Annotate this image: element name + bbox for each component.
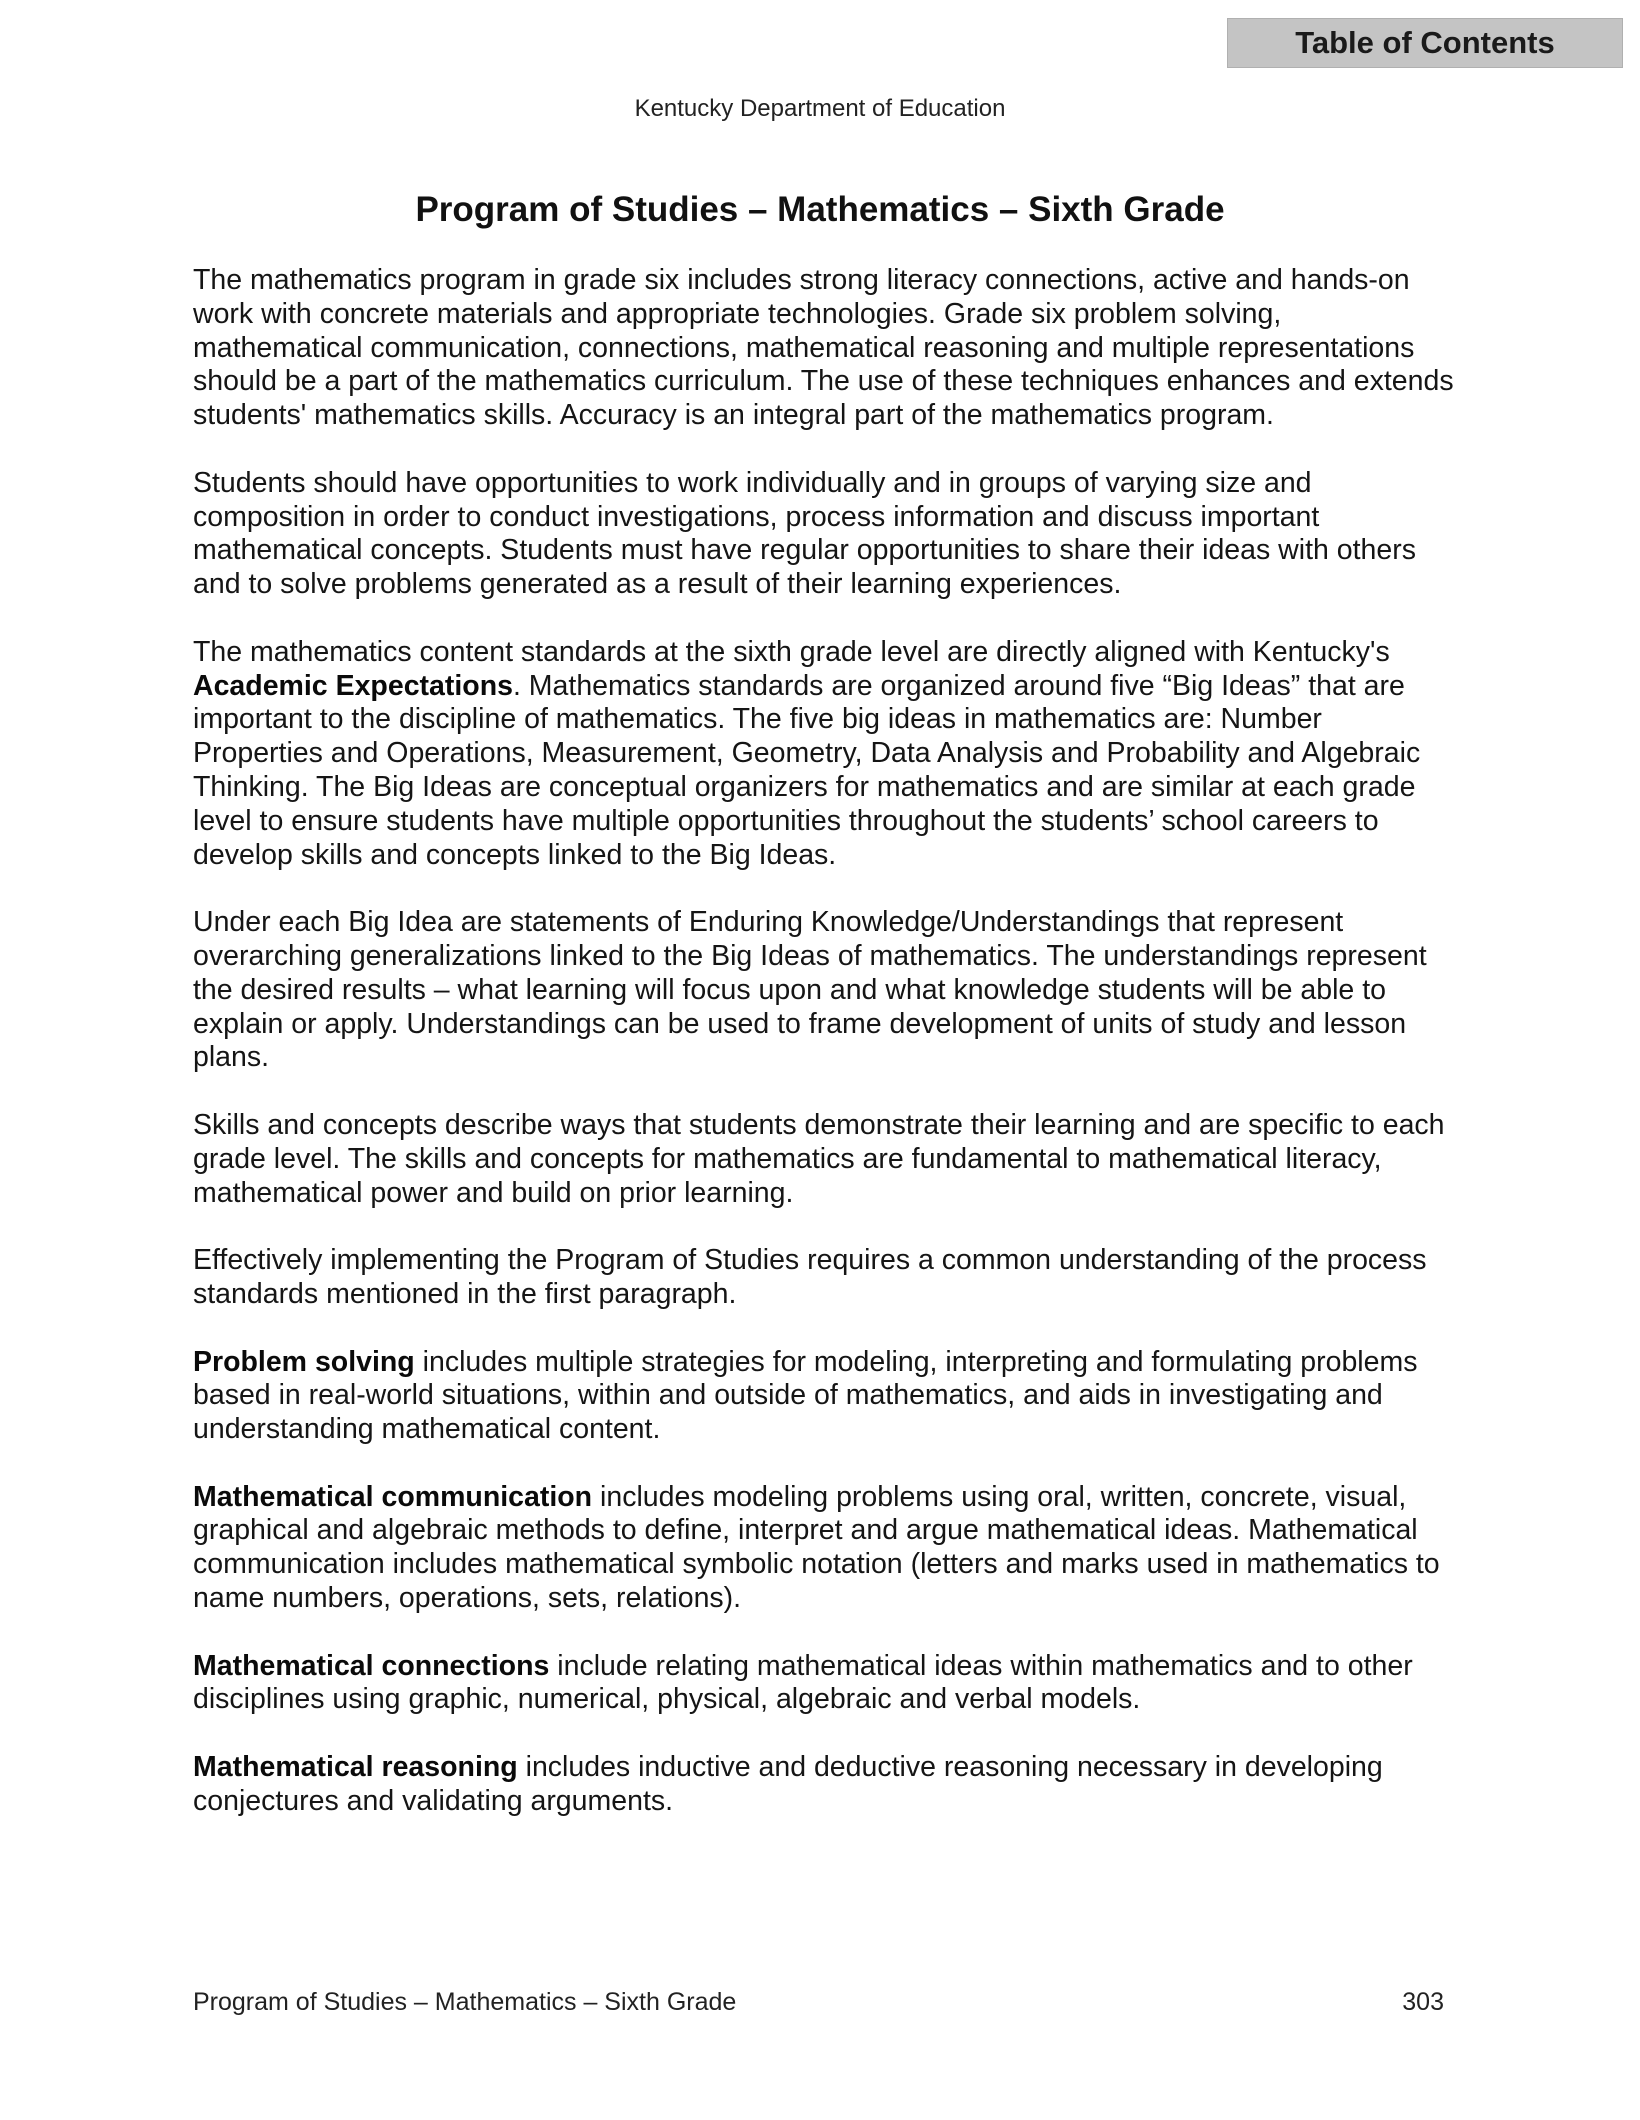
skills-concepts-paragraph: Skills and concepts describe ways that students demonstrate their learning and are specific to each grade level. The skills and concepts for mathematics are fundamental to mathematical literacy, mathematical power and build on prior learning. (193, 1108, 1445, 1209)
table-of-contents-button[interactable]: Table of Contents (1227, 18, 1623, 68)
reasoning-term: Mathematical reasoning (193, 1751, 518, 1784)
connections-definition: include relating mathematical ideas within mathematics and to other disciplines using graphic, numerical, physical, algebraic and verbal models. (193, 1649, 1413, 1716)
footer-title: Program of Studies – Mathematics – Sixth Grade (193, 1988, 737, 2016)
communication-term: Mathematical communication (193, 1480, 593, 1513)
page-number: 303 (1402, 1988, 1444, 2016)
problem-solving-paragraph (193, 1346, 1458, 1447)
content-standards-lead: The mathematics content standards at the sixth grade level are directly aligned with Kentucky's (193, 635, 1390, 668)
enduring-knowledge-paragraph: Under each Big Idea are statements of Enduring Knowledge/Understandings that represent overarching generalizations linked to the Big Ideas of mathematics. The understandings represent the desired results – what learning will focus upon and what knowledge students will be able to explain or apply. Understandings can be used to frame development of units of study and lesson plans. (193, 906, 1427, 1074)
department-header: Kentucky Department of Education (634, 95, 1006, 122)
content-standards-paragraph (193, 636, 1458, 873)
communication-definition: includes modeling problems using oral, written, concrete, visual, graphical and algebraic methods to define, interpret and argue mathematical ideas. Mathematical communication includes mathematical symbolic notation (letters and marks used in mathematics to name numbers, operations, sets, relations). (193, 1480, 1440, 1615)
page-title: Program of Studies – Mathematics – Sixth Grade (415, 190, 1225, 229)
problem-solving-term: Problem solving (193, 1345, 415, 1378)
problem-solving-definition: includes multiple strategies for modeling, interpreting and formulating problems based in real-world situations, within and outside of mathematics, and aids in investigating and understanding mathematical content. (193, 1345, 1418, 1446)
connections-paragraph (193, 1650, 1458, 1718)
academic-expectations-term: Academic Expectations (193, 669, 513, 702)
connections-term: Mathematical connections (193, 1649, 550, 1682)
reasoning-definition: includes inductive and deductive reasoning necessary in developing conjectures and validating arguments. (193, 1751, 1383, 1817)
reasoning-paragraph (193, 1751, 1458, 1819)
document-body (193, 264, 1458, 1852)
communication-paragraph (193, 1481, 1458, 1616)
intro-paragraph: The mathematics program in grade six includes strong literacy connections, active and hands-on work with concrete materials and appropriate technologies. Grade six problem solving, mathematical communication, connections, mathematical reasoning and multiple representations should be a part of the mathematics curriculum. The use of these techniques enhances and extends students' mathematics skills. Accuracy is an integral part of the mathematics program. (193, 264, 1454, 432)
implementation-paragraph: Effectively implementing the Program of Studies requires a common understanding of the process standards mentioned in the first paragraph. (193, 1244, 1427, 1310)
student-opportunities-paragraph: Students should have opportunities to work individually and in groups of varying size and composition in order to conduct investigations, process information and discuss important mathematical concepts. Students must have regular opportunities to share their ideas with others and to solve problems generated as a result of their learning experiences. (193, 466, 1416, 601)
content-standards-rest: . Mathematics standards are organized around five “Big Ideas” that are important to the discipline of mathematics. The five big ideas in mathematics are: Number Properties and Operations, Measurement, Geometry, Data Analysis and Probability and Algebraic Thinking. The Big Ideas are conceptual organizers for mathematics and are similar at each grade level to ensure students have multiple opportunities throughout the students’ school careers to develop skills and concepts linked to the Big Ideas. (193, 669, 1421, 871)
